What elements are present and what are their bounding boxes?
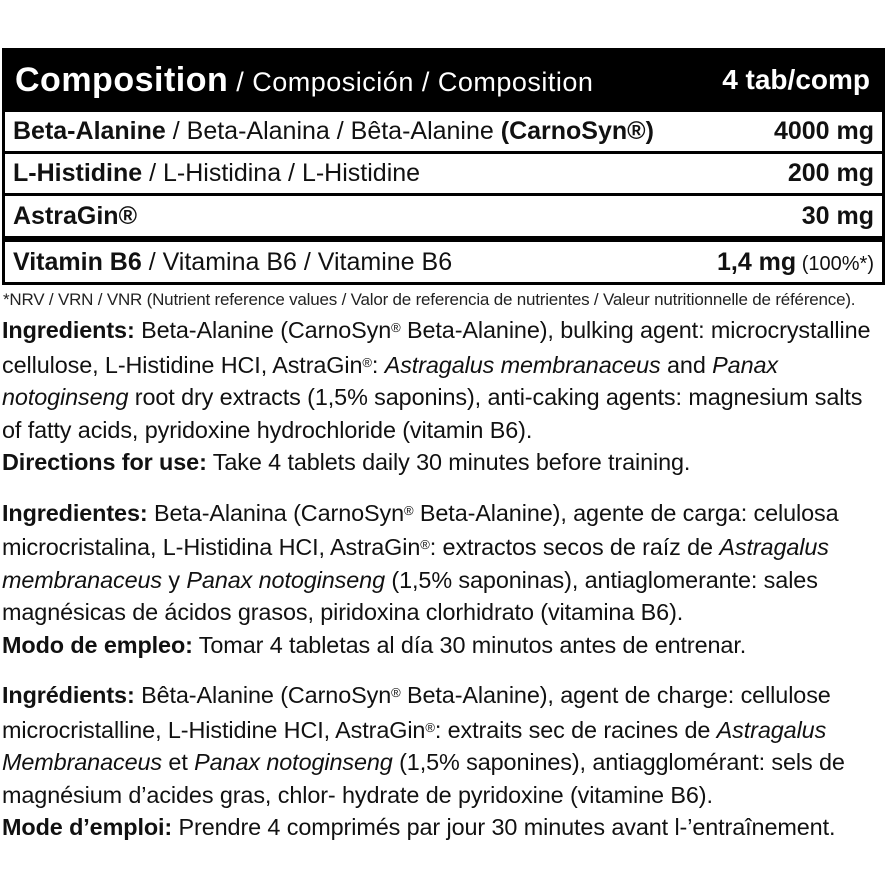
latin-name: Astragalus Membranaceus [2,716,827,775]
directions-text: Take 4 tablets daily 30 minutes before training. [206,449,691,475]
row-name [13,248,452,277]
table-row [5,112,882,154]
text: (1,5% saponines), antiagglomérant: sels de magnésium d’acides gras, chlor- hydrate de pyridoxine (vitamine B6). [2,749,845,808]
row-name [13,202,137,231]
row-amount: 1,4 mg [716,247,797,276]
ingredients-label: Ingredientes: [2,499,148,526]
registered-mark: ® [391,320,401,335]
registered-mark: ® [404,502,414,518]
text: root dry extracts (1,5% saponins), anti-caking agents: magnesium salts of fatty acids, pyridoxine hydrochloride (vitamin B6). [2,384,863,443]
directions-label: Modo de empleo: [2,631,193,658]
directions-label: Mode d’emploi: [2,814,173,840]
composition-header [2,48,885,112]
row-amount: 30 mg [801,201,874,230]
row-name-bold: AstraGin® [13,201,137,230]
registered-mark: ® [391,685,401,700]
row-percent: (100%*) [796,252,874,275]
latin-name: Astragalus membranaceus [384,351,661,378]
latin-name: Panax notoginseng [186,566,386,593]
text: Beta-Alanine (CarnoSyn [134,317,392,343]
row-name [13,159,420,188]
header-title-group [15,61,593,100]
registered-mark: ® [425,719,435,735]
serving-size: 4 tab/comp [722,64,870,95]
text: Bêta-Alanine (CarnoSyn [134,682,392,708]
text: and [660,351,713,378]
table-row [5,196,882,239]
row-name-rest: / Vitamina B6 / Vitamine B6 [141,247,453,276]
registered-mark: ® [362,354,372,370]
directions-text: Tomar 4 tabletas al día 30 minutos antes de entrenar. [192,631,747,658]
text: : [371,351,385,378]
label-panel [0,48,887,844]
text: : extraits sec de racines de [434,716,717,743]
text: et [162,749,195,775]
latin-name: Astragalus membranaceus [2,534,829,593]
directions-label: Directions for use: [2,449,207,475]
ingredients-es [2,495,887,662]
row-amount-group [717,248,874,277]
latin-name: Panax notoginseng [2,351,778,410]
text: Beta-Alanina (CarnoSyn [147,499,405,526]
row-name-bold: L-Histidine [13,159,143,187]
row-name-bold: Vitamin B6 [13,247,142,276]
table-row [5,239,882,282]
text: Beta-Alanine), bulking agent: microcrystalline cellulose, L-Histidine HCI, AstraGin [2,317,871,378]
text: (1,5% saponinas), antiaglomerante: sales magnésicas de ácidos grasos, piridoxina clorhidrato (vitamina B6). [2,566,818,625]
row-name [13,117,654,146]
row-brand: (CarnoSyn®) [500,117,654,145]
latin-name: Panax notoginseng [194,749,393,775]
row-name-rest: / Beta-Alanina / Bêta-Alanine [165,117,501,145]
text: : extractos secos de raíz de [429,534,720,560]
table-row [5,154,882,196]
text: y [162,566,187,593]
text: Beta-Alanine), agente de carga: celulosa microcristalina, L-Histidina HCI, AstraGin [2,499,839,560]
ingredients-label: Ingrédients: [2,682,135,708]
row-amount: 4000 mg [773,117,874,145]
registered-mark: ® [420,537,430,552]
row-name-bold: Beta-Alanine [13,117,166,145]
header-title: Composition [15,60,229,99]
directions-text: Prendre 4 comprimés par jour 30 minutes avant l-’entraînement. [172,814,836,840]
ingredients-en [2,312,887,479]
header-subtitle: / Composición / Composition [228,66,594,97]
nrv-footnote: *NRV / VRN / VNR (Nutrient reference values / Valor de referencia de nutrientes / Valeur nutritionnelle de référence). [3,290,856,309]
text: Beta-Alanine), agent de charge: cellulose microcristalline, L-Histidine HCI, AstraGin [2,682,831,743]
ingredients-fr [2,677,887,844]
row-name-rest: / L-Histidina / L-Histidine [142,159,421,187]
composition-table [2,112,885,285]
row-amount: 200 mg [787,159,874,187]
ingredients-label: Ingredients: [2,317,135,343]
